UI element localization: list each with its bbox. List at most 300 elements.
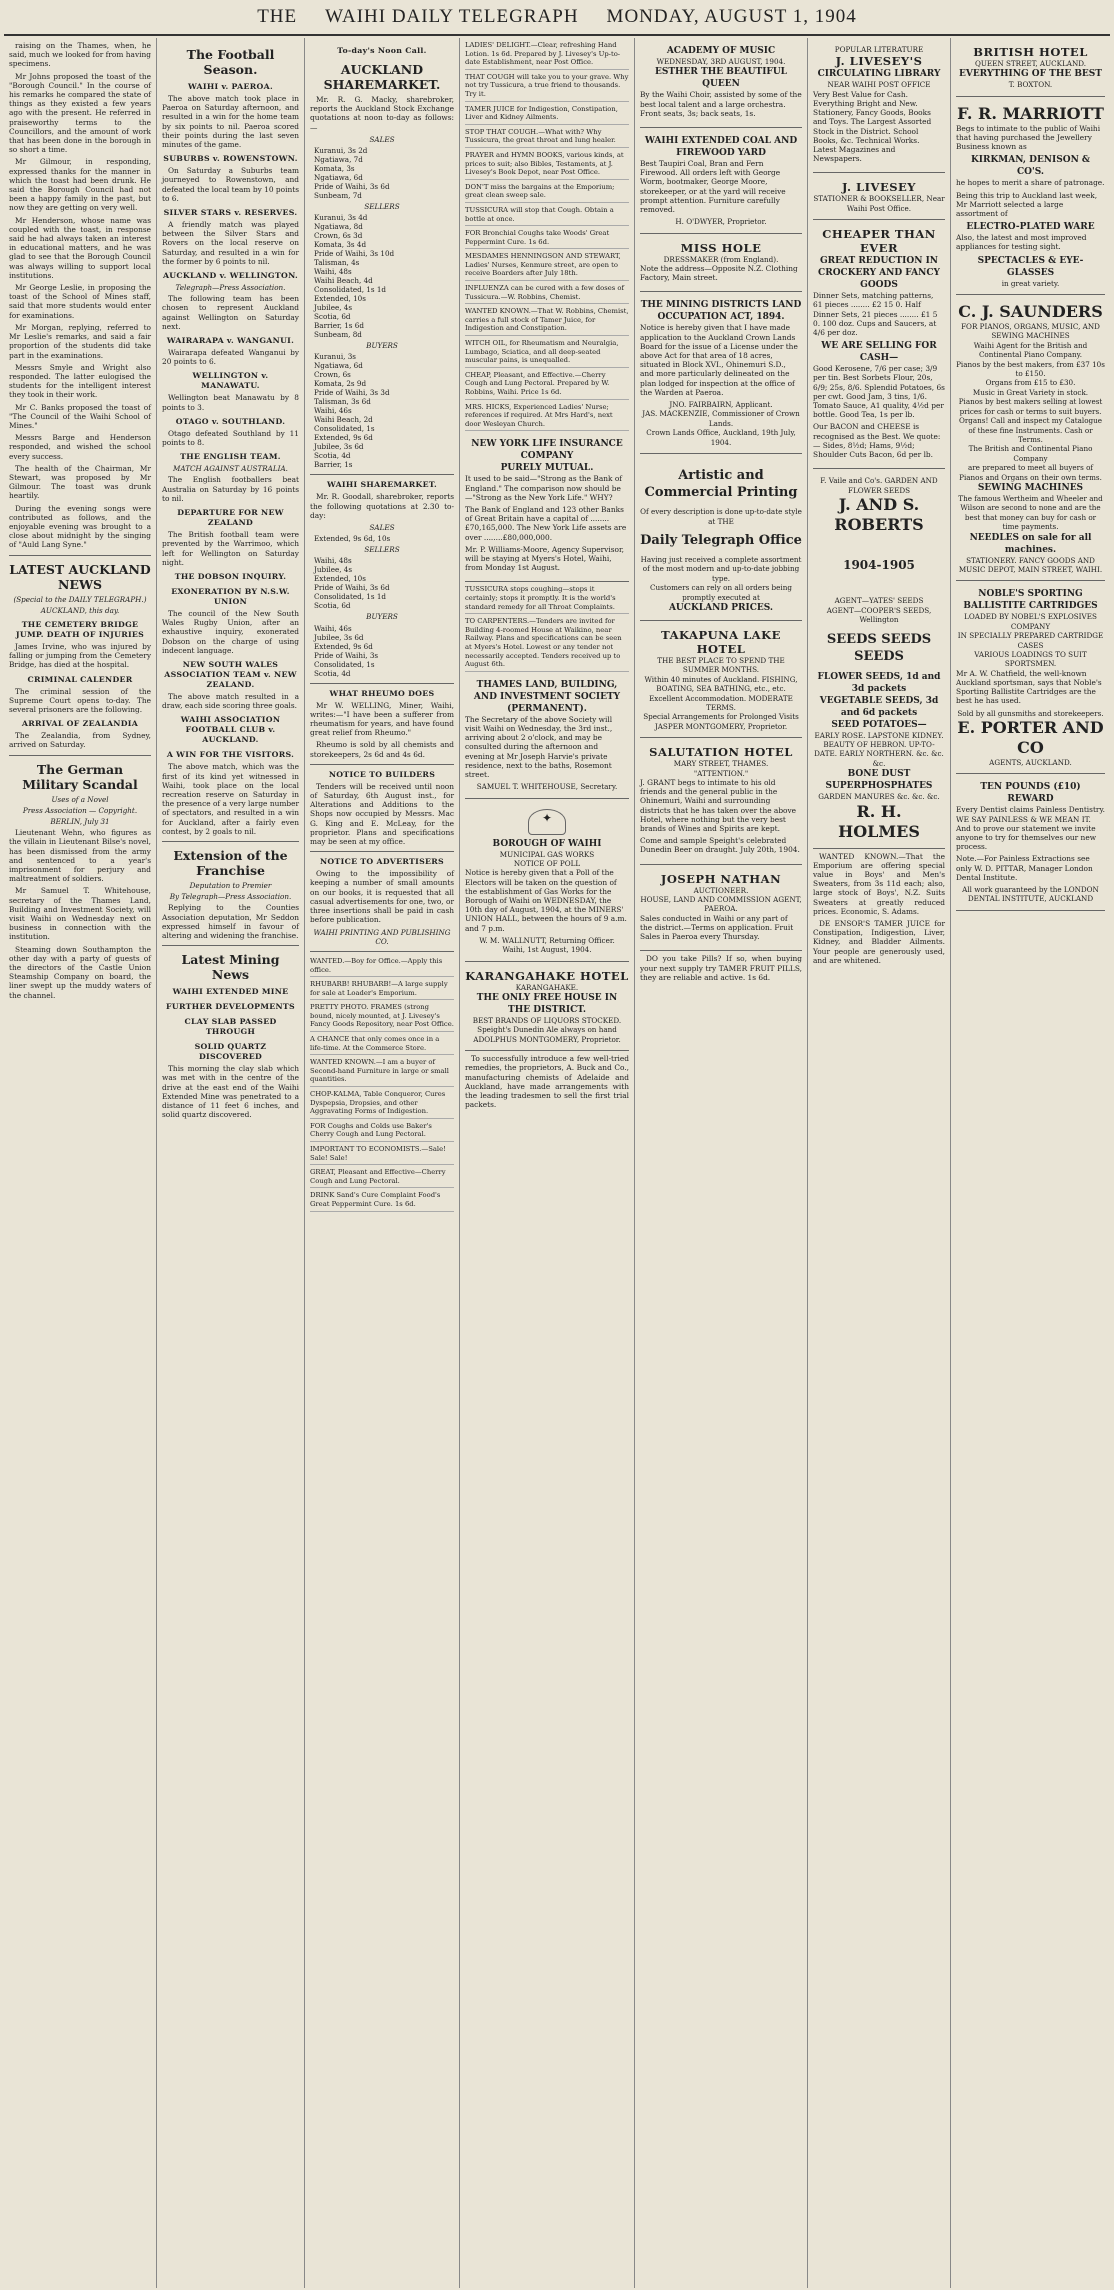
classified-ad: DON'T miss the bargains at the Emporium; great clean sweep sale. [465,183,629,203]
auckland-wellington-body: The following team has been chosen to represent Auckland against Wellington on Saturday next. [162,294,299,331]
british-piano: The British and Continental Piano Company [968,444,1093,463]
german-scandal-sub: Uses of a Novel [51,794,109,804]
organs-price: Organs from £15 to £30. [985,378,1076,388]
mining-news-heading: Latest Mining News [181,952,280,983]
stock-quote: Scotia, 4d [314,668,351,678]
small-ad: WANTED.—Boy for Office.—Apply this office. [310,957,454,977]
report-paragraph: raising on the Thames, when, he said, much we looked for from having specimens. [9,41,151,69]
mining-news-body: This morning the clay slab which was met with in the centre of the drive at the east end of the Waihi Extended Mine was penetrated to a distance of 11 feet 6 inches, and solid quartz discovered. [162,1064,299,1120]
bacon-body: Our BACON and CHEESE is recognised as the Best. We quote:— Sides, 8½d; Hams, 9½d; Shoulder Cuts Bacon, 6d per lb. [813,422,941,460]
borough-sig: W. M. WALLNUTT, Returning Officer. [479,935,615,945]
miss-hole-heading: MISS HOLE [680,240,762,255]
report-paragraph: During the evening songs were contributed as follows, and the enjoyable evening was brought to a close about midnight by the singing of "Auld Lang Syne." [9,503,151,550]
report-paragraph: Mr Gilmour, in responding, expressed thanks for the manner in which the toast had been drunk. He said the Borough Council had not been a happy family in the past, but now they are getting on very well. [9,157,151,213]
academy-ad [640,41,802,128]
printing-body: Of every description is done up-to-date style at THE [640,507,802,526]
whitehouse-notice: Mr Samuel T. Whitehouse, secretary of the Thames Land, Building and Investment Society, will visit Waihi on Wednesday next on business in connection with the institution. [9,886,151,942]
nyl-figures: The Bank of England and 123 other Banks of Great Britain have a capital of ........£70,165,000. The New York Life assets are over ........£80,000,000. [465,504,627,542]
classified-ads [465,41,629,431]
notice-advertisers-body: Owing to the impossibility of keeping a number of small amounts on our books, it is requested that all casual advertisements for one, two, or three insertions shall be paid in cash before publication. [310,869,454,925]
sales-list [310,146,454,200]
saunders-ad [956,298,1105,581]
bone-dust: BONE DUST [847,769,911,780]
column-5 [635,38,808,2288]
nathan-body: HOUSE, LAND AND COMMISSION AGENT, PAEROA. [640,895,802,914]
report-paragraph: The health of the Chairman, Mr Stewart, was proposed by Mr Gilmour. The toast was drunk heartily. [9,463,151,501]
telegraph-office-prices: AUCKLAND PRICES. [668,602,774,613]
spectacles: SPECTACLES & EYE-GLASSES [977,255,1084,278]
stock-quote: Talisman, 3s 6d [314,397,371,407]
buyers-label: BUYERS [366,341,398,351]
column-3 [305,38,460,2288]
popular-literature: POPULAR LITERATURE [834,45,924,54]
classified-ad: WITCH OIL, for Rheumatism and Neuralgia, Lumbago, Sciatica, and all deep-seated muscular pains, is unequalled. [465,339,629,368]
reward-heading: TEN POUNDS (£10) REWARD [980,782,1081,805]
nobles-heading: NOBLE'S SPORTING BALLISTITE CARTRIDGES [963,589,1098,612]
stock-quote: Barrier, 1s [314,460,353,470]
stock-quote: Jubilee, 3s 6d [314,632,364,642]
sewing-body: The famous Wertheim and Wheeler and Wilson are second to none and are the best that money can buy for cash or time payments. [958,493,1103,532]
takapuna-special: Special Arrangements for Prolonged Visits [643,712,799,722]
library-ad [813,41,945,173]
garden-manures: GARDEN MANURES &c. &c. &c. [818,792,940,802]
zealandia-heading: ARRIVAL OF ZEALANDIA [21,719,139,729]
mining-act-heading: THE MINING DISTRICTS LAND OCCUPATION ACT, 1894. [640,300,802,323]
reward-ad [956,777,1105,910]
auckland-wellington-heading: AUCKLAND v. WELLINGTON. [162,271,299,281]
sellers-list [310,213,454,339]
stock-quote: Consolidated, 1s 1d [314,285,386,295]
mid-ads [465,585,629,671]
cheaper-ad [813,223,945,469]
classified-ad: THAT COUGH will take you to your grave. Why not try Tussicura, a true friend to thousands. Try it. [465,73,629,102]
visitors-heading: A WIN FOR THE VISITORS. [166,750,295,760]
waihi-sharemarket-heading: WAIHI SHAREMARKET. [327,480,437,490]
silver-stars-heading: SILVER STARS v. RESERVES. [163,208,298,218]
salutation-note: Come and sample Speight's celebrated Dunedin Beer on draught. July 20th, 1904. [640,836,800,855]
classified-ad: TUSSICURA will stop that Cough. Obtain a bottle at once. [465,206,629,226]
criminal-heading: CRIMINAL CALENDER [27,674,133,684]
stock-quote: Pride of Waihi, 3s [314,650,379,660]
nyl-agent: Mr. P. Williams-Moore, Agency Supervisor, will be staying at Myers's Hotel, Waihi, from Monday 1st August. [465,544,625,573]
auckland-news-heading: LATEST AUCKLAND NEWS [9,561,151,592]
marriott-heading: F. R. MARRIOTT [957,103,1104,123]
classified-ad: TUSSICURA stops coughing—stops it certainly; stops it promptly. It is the world's standard remedy for all Throat Complaints. [465,585,629,614]
tamer-pills-ad: DO you take Pills? If so, when buying your next supply try TAMER FRUIT PILLS, they are reliable and active. 1s 6d. [640,954,802,982]
further-developments: FURTHER DEVELOPMENTS [166,1002,295,1012]
stock-quote: Pride of Waihi, 3s 3d [314,388,390,398]
stock-quote: Waihi, 46s [314,623,352,633]
flower-seeds: FLOWER SEEDS, 1d and 3d packets [817,671,941,694]
waihi-sellers-list [310,556,454,610]
otago-body: Otago defeated Southland by 11 points to 8. [162,428,299,448]
football-heading: The Football Season. [186,47,275,77]
stock-quote: Kuranui, 3s 2d [314,146,368,156]
suburbs-heading: SUBURBS v. ROWENSTOWN. [163,154,298,164]
small-ad: FOR Coughs and Colds use Baker's Cherry Cough and Lung Pectoral. [310,1122,454,1142]
marriott-body: Begs to intimate to the public of Waihi that having purchased the Jewellery Business known as [956,123,1101,152]
kirkman-name: KIRKMAN, DENISON & CO'S. [970,155,1091,178]
takapuna-sub: THE BEST PLACE TO SPEND THE SUMMER MONTHS. [657,655,785,675]
stock-quote: Waihi, 48s [314,267,352,277]
stock-quote: Waihi Beach, 4d [314,276,373,286]
small-ad: IMPORTANT TO ECONOMISTS.—Sale! Sale! Sale! [310,1145,454,1165]
auckland-wellington-source: Telegraph—Press Association. [175,283,286,293]
english-team-heading: THE ENGLISH TEAM. [180,452,281,462]
wellington-manawatu-body: Wellington beat Manawatu by 8 points to 3. [162,393,299,412]
columns [4,38,1110,2288]
coal-ad [640,131,802,234]
stationer-ad [813,176,945,220]
classified-ad: LADIES' DELIGHT.—Clear, refreshing Hand Lotion. 1s 6d. Prepared by J. Livesey's Up-to-date Establishment, near Post Office. [465,41,629,70]
cemetery-body: James Irvine, who was injured by falling or jumping from the Cemetery Bridge, has died at the hospital. [9,641,151,670]
reward-body2: Note.—For Painless Extractions see only W. D. PITTAR, Manager London Dental Institute. [956,854,1093,882]
classified-ad: WANTED KNOWN.—That W. Robbins, Chemist, carries a full stock of Tamer Juice, for Indigestion and Constipation. [465,307,629,336]
exoneration-body: The council of the New South Wales Rugby Union, after an exhaustive inquiry, exonerated Dobson on the charge of using indecent language. [162,608,299,655]
mining-act-sig: JNO. FAIRBAIRN, Applicant. [669,400,773,410]
british-hotel-sig: T. BOXTON. [1008,80,1053,90]
nsw-heading: NEW SOUTH WALES ASSOCIATION TEAM v. NEW ZEALAND. [164,659,297,689]
waihi-buyers-list [310,624,454,678]
saunders-heading: C. J. SAUNDERS [958,302,1103,322]
cemetery-heading: THE CEMETERY BRIDGE JUMP. DEATH OF INJURIES [15,619,145,639]
sales-label: SALES [369,134,395,144]
auckland-news-dateline: AUCKLAND, this day. [40,605,120,615]
report-paragraph: Messrs Smyle and Wright also responded. The latter eulogised the students for the intelligent interest they took in their work. [9,362,151,400]
mining-act-ad [640,295,802,454]
academy-date: WEDNESDAY, 3RD AUGUST, 1904. [656,57,786,66]
dobson-heading: THE DOBSON INQUIRY. [174,571,287,581]
salutation-sub: MARY STREET, THAMES. [673,759,769,769]
exoneration-heading: EXONERATION BY N.S.W. UNION [171,586,290,606]
nyl-ad [465,434,629,582]
thames-society-ad [465,675,629,799]
livesey-heading: J. LIVESEY'S [835,54,923,69]
british-hotel-sub: QUEEN STREET, AUCKLAND. [974,59,1087,68]
coal-heading: WAIHI EXTENDED COAL AND FIREWOOD YARD [644,136,798,159]
seed-potatoes: SEED POTATOES— [831,719,927,730]
steamer-article: Steaming down Southampton the other day with a party of guests of the directors of the Castle Union Steamship Company on board, the liner swept up the muddy waters of the channel. [9,944,151,1000]
report-paragraph: Messrs Barge and Henderson responded, and wished the school every success. [9,433,151,461]
nobles-various: VARIOUS LOADINGS TO SUIT SPORTSMEN. [974,650,1087,669]
spectacles-sub: in great variety. [1001,278,1060,288]
waihi-sales-list [310,534,454,543]
english-team-sub: MATCH AGAINST AUSTRALIA. [173,464,288,474]
suburbs-body: On Saturday a Suburbs team journeyed to Rowenstown, and defeated the local team by 10 points to 6. [162,166,299,203]
circulating-sub: NEAR WAIHI POST OFFICE [827,80,931,90]
salutation-quote: "ATTENTION." [693,768,749,778]
salutation-body: J. GRANT begs to intimate to his old friends and the general public in the Ohinemuri, Waihi and surrounding districts that he has taken over the above Hotel, where nothing but the very best brands of Wines and Spirits are kept. [640,778,797,834]
mining-news-sub: WAIHI EXTENDED MINE [172,987,289,997]
wairarapa-heading: WAIRARAPA v. WANGANUI. [166,336,295,346]
notice-advertisers-sig: WAIHI PRINTING AND PUBLISHING CO. [313,927,451,946]
nobles-sold: Sold by all gunsmiths and storekeepers. [957,708,1104,718]
classified-ad: FOR Bronchial Coughs take Woods' Great Peppermint Cure. 1s 6d. [465,229,629,249]
stock-quote: Sunbeam, 8d [314,330,362,340]
waihi-paeroa-body: The above match took place in Paeroa on Saturday afternoon, and resulted in a win for the home team by six points to nil. Paeroa scored their points during the last seven minutes of the game. [162,94,299,150]
crockery-prices: Dinner Sets, matching patterns, 61 pieces ........ £2 15 0. Half Dinner Sets, 21 pieces ........ £1 5 0. 100 doz. Cups and Saucers, at 4/6 per doz. [813,291,938,338]
needles: NEEDLES on sale for all machines. [969,532,1092,555]
british-hotel-heading: BRITISH HOTEL [973,45,1088,59]
masthead [4,0,1110,36]
karangahake-body: THE ONLY FREE HOUSE IN THE DISTRICT. [476,993,618,1016]
cash-heading: WE ARE SELLING FOR CASH— [821,341,937,364]
silver-stars-body: A friendly match was played between the Silver Stars and Rovers on the local reserve on Saturday, and resulted in a win for the former by 6 points to nil. [162,220,299,266]
roberts-heading: J. AND S. ROBERTS [834,495,924,535]
stock-quote: Jubilee, 3s 6d [314,442,364,452]
report-paragraph: Mr Henderson, whose name was coupled with the toast, in response said he had always taken an interest in educational matters, and he was glad to see that the Borough Council was always willing to support local institutions. [9,215,151,280]
waihi-agent-body: Pianos by the best makers, from £37 10s to £150. [956,359,1105,379]
stock-quote: Waihi, 48s [314,556,352,566]
column-7 [951,38,1110,2288]
borough-body: Notice is hereby given that a Poll of the Electors will be taken on the question of the establishment of Gas Works for the Borough of Waihi on WEDNESDAY, the 10th day of August, 1904, at the MINERS' UNION HALL, between the hours of 9 a.m. and 7 p.m. [465,868,627,933]
small-ad: A CHANCE that only comes once in a life-time. At the Commerce Store. [310,1035,454,1055]
notice-advertisers-heading: NOTICE TO ADVERTISERS [320,857,444,867]
holmes-heading: R. H. HOLMES [838,801,920,841]
german-scandal-source: Press Association — Copyright. [22,805,138,815]
academy-note: By the Waihi Choir, assisted by some of the best local talent and a large orchestra. Front seats, 3s; back seats, 1s. [640,90,802,118]
stationer-sub: STATIONER & BOOKSELLER, Near Waihi Post Office. [813,194,945,213]
stock-quote: Scotia, 6d [314,312,351,322]
waihi-agent: Waihi Agent for the British and Continental Piano Company. [973,340,1088,360]
report-paragraph: Mr Morgan, replying, referred to Mr Leslie's remarks, and said a fair proportion of the students did take part in the examinations. [9,322,151,360]
academy-body: ESTHER THE BEAUTIFUL QUEEN [655,67,787,90]
takapuna-body: Within 40 minutes of Auckland. FISHING, BOATING, SEA BATHING, etc., etc. Excellent Accommodation. MODERATE TERMS. [644,674,798,712]
stock-quote: Jubilee, 4s [314,303,353,313]
borough-crest-icon [528,809,566,835]
saunders-for: FOR PIANOS, ORGANS, MUSIC, AND SEWING MACHINES [961,322,1100,341]
printing-ad [640,457,802,621]
classified-ad: INFLUENZA can be cured with a few doses of Tussicura.—W. Robbins, Chemist. [465,284,629,304]
reward-sig: All work guaranteed by the LONDON DENTAL INSTITUTE, AUCKLAND [962,885,1099,904]
cheaper-heading: CHEAPER THAN EVER [822,227,936,256]
crown-date: Crown Lands Office, Auckland, 19th July, 1904. [646,428,796,447]
stock-quote: Pride of Waihi, 3s 6d [314,583,390,593]
stationer-heading: J. LIVESEY [842,180,916,195]
classified-ad: CHEAP, Pleasant, and Effective.—Cherry Cough and Lung Pectoral. Prepared by W. Robbins, Waihi. Price 1s 6d. [465,371,629,400]
season-year: 1904-1905 [843,558,915,573]
classified-ad: MESDAMES HENNINGSON AND STEWART, Ladies' Nurses, Kenmure street, are open to receive Boarders after July 18th. [465,252,629,281]
nathan-heading: JOSEPH NATHAN [660,871,782,886]
stock-quote: Scotia, 4d [314,451,351,461]
stock-quote: Extended, 9s 6d [314,433,373,443]
british-hotel-ad [956,41,1105,97]
borough-sub: MUNICIPAL GAS WORKS [499,849,595,859]
stock-quote: Consolidated, 1s [314,659,375,669]
column-1 [4,38,157,2288]
small-ad: DRINK Sand's Cure Complaint Food's Great Peppermint Cure. 1s 6d. [310,1191,454,1211]
stock-quote: Ngatiawa, 6d [314,173,363,183]
otago-heading: OTAGO v. SOUTHLAND. [175,416,286,426]
classified-ad: MRS. HICKS, Experienced Ladies' Nurse; references if required. At Mrs Hard's, next door Wesleyan Church. [465,403,629,432]
salutation-ad [640,741,802,864]
stock-quote: Extended, 10s [314,294,366,304]
telegraph-office-body2: Customers can rely on all orders being promptly executed at [650,583,792,602]
sellers-label: SELLERS [364,202,400,212]
stock-quote: Pride of Waihi, 3s 10d [314,249,395,259]
visitors-body: The above match, which was the first of its kind yet witnessed in Waihi, took place on the local recreation reserve on Saturday in the presence of a very large number of spectators, and resulted in a win for Auckland, after a fairly even contest, by 2 goals to nil. [162,762,299,836]
stock-quote: Extended, 9s 6d [314,641,373,651]
stock-quote: Sunbeam, 7d [314,191,362,201]
nsw-body: The above match resulted in a draw, each side scoring three goals. [162,691,299,711]
stock-quote: Ngatiawa, 7d [314,155,363,165]
classified-ad: PRAYER and HYMN BOOKS, various kinds, at prices to suit; also Bibles, Testaments, at J. Livesey's Book Depot, near Post Office. [465,151,629,180]
stationery-depot: STATIONERY. FANCY GOODS AND MUSIC DEPOT, MAIN STREET, WAIHI. [958,555,1103,574]
report-paragraph: Mr Johns proposed the toast of the "Borough Council." In the course of his remarks he compared the state of things as they existed a few years ago with the present. He referred in praiseworthy terms to the Councillors, and the amount of work that has been done in the borough in so short a time. [9,71,151,155]
wairarapa-body: Wairarapa defeated Wanganui by 20 points to 6. [162,348,299,367]
column-4 [460,38,635,2288]
stock-quote: Barrier, 1s 6d [314,321,364,331]
crown-sig: JAS. MACKENZIE, Commissioner of Crown Lands. [642,409,800,428]
telegraph-office: Daily Telegraph Office [640,532,802,548]
agent-cooper: AGENT—COOPER'S SEEDS, Wellington [826,605,932,625]
printing-heading: Artistic and Commercial Printing [644,468,798,501]
porter-sub: AGENTS, AUCKLAND. [989,758,1072,768]
stock-quote: Ngatiawa, 8d [314,222,363,232]
reward-body: Every Dentist claims Painless Dentistry. WE SAY PAINLESS & WE MEAN IT. And to prove our statement we invite anyone to try for themselves our new process. [956,805,1106,852]
german-scandal-heading: The German Military Scandal [22,761,138,792]
german-scandal-body: Lieutenant Wehn, who figures as the villain in Lieutenant Bilse's novel, has been dismissed from the army and sentenced to a year's imprisonment for perjury and maltreatment of soldiers. [9,828,151,884]
small-ads [310,957,454,1212]
circulating-library: CIRCULATING LIBRARY [817,69,941,80]
waihi-sales-label: SALES [369,523,395,533]
nobles-body: IN SPECIALLY PREPARED CARTRIDGE CASES [957,631,1104,650]
buyers-list [310,352,454,469]
nathan-ad [640,868,802,952]
waihi-paeroa-heading: WAIHI v. PAEROA. [188,82,273,91]
stock-quote: Extended, 9s 6d, 10s [314,534,391,544]
small-ad: RHUBARB! RHUBARB!—A large supply for sale at Loader's Emporium. [310,980,454,1000]
column-2 [157,38,305,2288]
piano-tuning: Pianos by best makers selling at lowest prices for cash or terms to suit buyers. [958,397,1103,416]
tamer-juice-ad: DE ENSOR'S TAMER JUICE for Constipation, Indigestion, Liver, Kidney, and Bladder Ailments. Your people are generously used, and are whitened. [813,918,945,965]
thames-body: The Secretary of the above Society will visit Waihi on Wednesday, the 3rd inst., arriving about 2 o'clock, and may be consulted during the afternoon and evening at Mr Joseph Harvie's private residence, next to the baths, Rosemont street. [465,714,613,779]
stock-quote: Crown, 6s [314,370,351,380]
german-scandal-dateline: BERLIN, July 31 [50,817,110,826]
departure-body: The British football team were prevented by the Warrimoo, which left for Wellington on Saturday night. [162,530,299,567]
marriott-body2: he hopes to merit a share of patronage. [956,178,1105,188]
miss-hole-body: Note the address—Opposite N.Z. Clothing Factory, Main street. [640,264,798,283]
agent-yates: AGENT—YATES' SEEDS [834,596,924,606]
stock-quote: Kuranui, 3s 4d [314,213,368,223]
british-piano-body: are prepared to meet all buyers of Pianos and Organs on their own terms. [959,463,1102,482]
organs-catalogue: Organs! Call and inspect my Catalogue of these fine Instruments. Cash or Terms. [958,416,1103,444]
stock-quote: Crown, 6s 3d [314,231,363,241]
stock-quote: Talisman, 4s [314,258,360,268]
auckland-news-sub: (Special to the DAILY TELEGRAPH.) [13,594,147,604]
noon-call-heading: To-day's Noon Call. [337,46,427,55]
thames-heading: THAMES LAND, BUILDING, AND INVESTMENT SOCIETY (PERMANENT). [473,679,621,714]
british-hotel-body: EVERYTHING OF THE BEST [958,69,1102,80]
marriott-body3: Being this trip to Auckland last week, Mr Marriott selected a large assortment of [956,190,1098,219]
auckland-sharemarket-heading: AUCKLAND SHAREMARKET. [323,62,441,92]
wellington-manawatu-heading: WELLINGTON v. MANAWATU. [192,371,269,391]
solid-quartz: SOLID QUARTZ DISCOVERED [194,1042,267,1062]
karangahake-sub: BEST BRANDS OF LIQUORS STOCKED. [472,1016,622,1026]
stock-quote: Extended, 10s [314,574,366,584]
cash-body: Good Kerosene, 7/6 per case; 3/9 per tin. Best Sorbets Flour, 20s, 6/9; 25s, 8/6. Splendid Potatoes, 6s per cwt. Good Jam, 3 tins, 1/6. Tomato Sauce, A1 quality, 4½d per bottle. Good Tea, 1s per lb. [813,364,945,420]
music-variety: Music in Great Variety in stock. [972,387,1089,397]
potato-varieties: EARLY ROSE. LAPSTONE KIDNEY. BEAUTY OF HEBRON. UP-TO-DATE. EARLY NORTHERN. &c. &c. &c. [814,730,944,768]
vegetable-seeds: VEGETABLE SEEDS, 3d and 6d packets [819,695,939,718]
chatfield-note: Mr A. W. Chatfield, the well-known Auckland sportsman, says that Noble's Sporting Ballistite Cartridges are the best he has used. [956,668,1102,706]
stock-quote: Scotia, 6d [314,601,351,611]
small-ad: PRETTY PHOTO. FRAMES (strong bound, nicely mounted, at J. Livesey's Fancy Goods Repository, near Post Office. [310,1003,454,1032]
stock-quote: Kuranui, 3s [314,352,356,362]
superphosphates: SUPERPHOSPHATES [825,781,933,792]
nobles-ad [956,584,1105,774]
franchise-source: By Telegraph—Press Association. [169,892,292,902]
notice-builders-body: Tenders will be received until noon of Saturday, 6th August inst., for Alterations and Additions to the Shops now occupied by Messrs. Mac G. King and E. McLeay, for the proprietor. Plans and specifications may be seen at my office. [310,781,454,847]
coal-sig: H. O'DWYER, Proprietor. [675,217,767,227]
nathan-sub: AUCTIONEER. [693,885,749,895]
stock-quote: Komata, 2s 9d [314,379,367,389]
takapuna-sig: JASPER MONTGOMERY, Proprietor. [654,721,788,731]
masthead-prefix: THE [257,6,298,27]
nathan-sales: Sales conducted in Waihi or any part of the district.—Terms on application. Fruit Sales in Paeroa every Thursday. [640,913,794,942]
report-paragraph: Mr C. Banks proposed the toast of "The Council of the Waihi School of Mines." [9,402,151,430]
rheumo-heading: WHAT RHEUMO DOES [329,688,435,698]
stock-quote: Jubilee, 4s [314,565,353,575]
clay-slab: CLAY SLAB PASSED THROUGH [184,1017,277,1037]
english-team-body: The English footballers beat Australia on Saturday by 16 points to nil. [162,475,299,503]
coal-body: Best Taupiri Coal, Bran and Fern Firewood. All orders left with George Worm, bootmaker, George Moore, storekeeper, or at the yard will receive prompt attention. Furniture carefully removed. [640,159,786,215]
criminal-body: The criminal session of the Supreme Court opens to-day. The several prisoners are the following. [9,686,151,714]
borough-date: Waihi, 1st August, 1904. [502,945,592,955]
column-6 [808,38,951,2288]
seeds-display: SEEDS SEEDS SEEDS [826,631,932,664]
stock-quote: Consolidated, 1s [314,424,375,434]
miss-hole-ad [640,237,802,293]
telegraph-office-body: Having just received a complete assortment of the most modern and up-to-date jobbing type. [640,554,802,583]
electro-body: Also, the latest and most improved appliances for testing sight. [956,233,1087,252]
borough-ad [465,802,629,962]
stock-quote: Waihi Beach, 2d [314,415,373,425]
vaile-seeds: F. Vaile and Co's. GARDEN AND FLOWER SEEDS [820,476,938,495]
marriott-ad [956,100,1105,295]
classified-ad: TAMER JUICE for Indigestion, Constipation, Liver and Kidney Ailments. [465,105,629,125]
karangahake-place: KARANGAHAKE. [515,982,579,992]
circulating-body: Very Best Value for Cash. Everything Bright and New. Stationery, Fancy Goods, Books and Toys. The Largest Assorted Stock in the District. School Books, &c. Technical Works. Latest Magazines and Newspapers. [813,89,932,164]
nyl-heading: NEW YORK LIFE INSURANCE COMPANY [471,439,623,462]
karangahake-heading: KARANGAHAKE HOTEL [465,968,629,983]
electro-plated: ELECTRO-PLATED WARE [966,222,1095,233]
karangahake-note: Speight's Dunedin Ale always on hand [477,1025,617,1035]
franchise-body: Replying to the Counties Association deputation, Mr Seddon expressed himself in favour of altering and widening the franchise. [162,903,299,940]
masthead-title: WAIHI DAILY TELEGRAPH [325,6,579,27]
waihi-sharemarket-intro: Mr. R. Goodall, sharebroker, reports the following quotations at 2.30 to-day: [310,492,454,520]
academy-heading: ACADEMY OF MUSIC [666,46,776,56]
small-ad: WANTED KNOWN.—I am a buyer of Second-hand Furniture in large or small quantities. [310,1058,454,1087]
nobles-sub: LOADED BY NOBEL'S EXPLOSIVES COMPANY [964,612,1097,631]
buck-ad: To successfully introduce a few well-tried remedies, the proprietors, A. Buck and Co., manufacturing chemists of Adelaide and Auckland, have made arrangements with the leading tradesmen to sell the first trial packets. [465,1054,629,1110]
departure-heading: DEPARTURE FOR NEW ZEALAND [177,508,284,528]
zealandia-body: The Zealandia, from Sydney, arrived on Saturday. [9,731,151,750]
karangahake-sig: ADOLPHUS MONTGOMERY, Proprietor. [473,1034,621,1044]
waihi-sellers-label: SELLERS [364,545,400,555]
small-ad: CHOP-KALMA, Table Conqueror, Cures Dyspepsia, Dropsies, and other Aggravating Forms of Indigestion. [310,1090,454,1119]
emporium-ad: WANTED KNOWN.—That the Emporium are offering special value in Boys' and Men's Sweaters, from 3s 11d each; also, large stock of Boys', N.Z. Suits Sweaters at greatly reduced prices. Economic, S. Adams. [813,851,945,916]
school-dinner-report [9,41,151,550]
small-ad: GREAT, Pleasant and Effective—Cherry Cough and Lung Pectoral. [310,1168,454,1188]
franchise-heading: Extension of the Franchise [173,847,288,878]
miss-hole-sub: DRESSMAKER (from England). [663,254,779,264]
nyl-sub: PURELY MUTUAL. [500,463,594,474]
classified-ad: STOP THAT COUGH.—What with? Why Tussicura, the great throat and lung healer. [465,128,629,148]
notice-builders-heading: NOTICE TO BUILDERS [328,769,436,779]
waihi-buyers-label: BUYERS [366,612,398,622]
association-heading: WAIHI ASSOCIATION FOOTBALL CLUB v. AUCKLAND. [180,715,281,745]
